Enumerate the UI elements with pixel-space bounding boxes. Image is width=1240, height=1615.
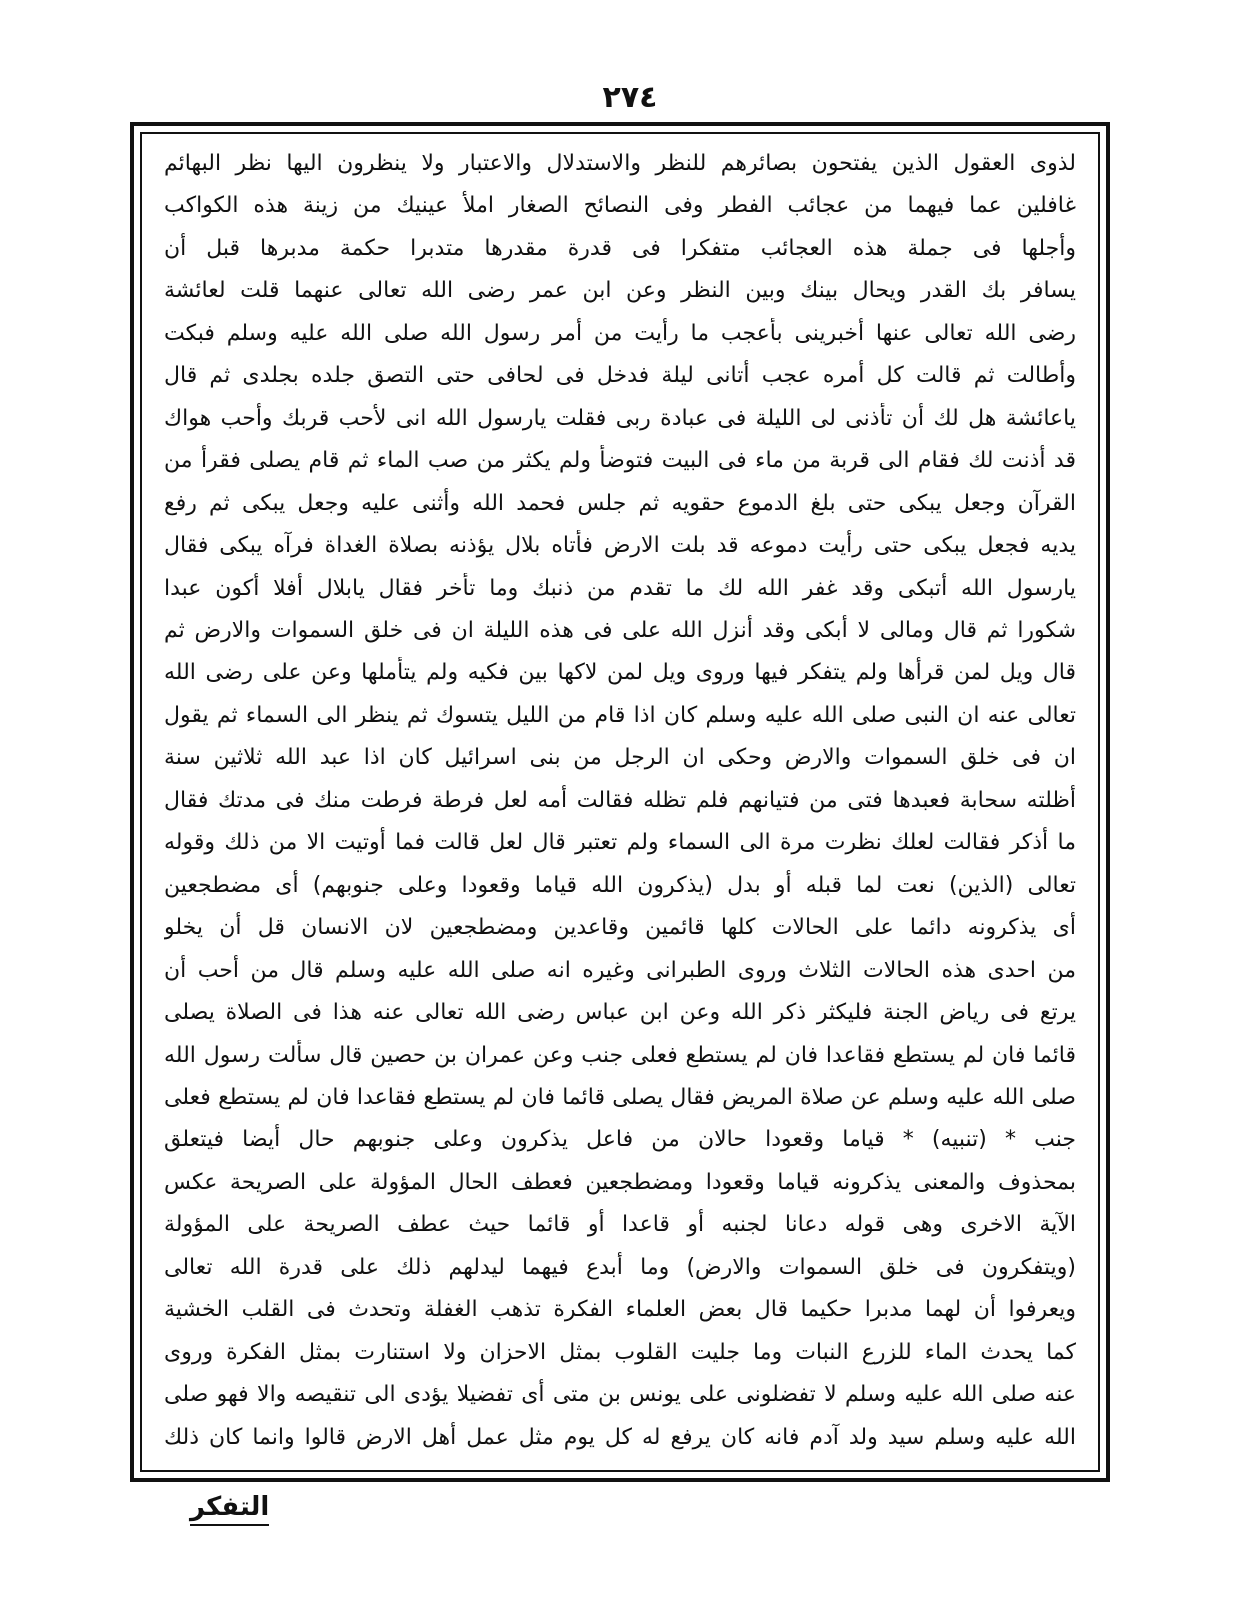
text-line: غافلين عما فيهما من عجائب الفطر وفى النصائح الصغار املأ عينيك من زينة هذه الكواكب: [164, 193, 1076, 219]
catchword: التفكر: [190, 1492, 269, 1526]
text-line: شكورا ثم قال ومالى لا أبكى وقد أنزل الله على فى هذه الليلة ان فى خلق السموات والارض ثم: [164, 617, 1076, 643]
text-line: قال ويل لمن قرأها ولم يتفكر فيها وروى ويل لمن لاكها بين فكيه ولم يتأملها وعن على رضى الله: [164, 660, 1076, 686]
text-line: تعالى (الذين) نعت لما قبله أو بدل (يذكرون الله قياما وقعودا وعلى جنوبهم) أى مضطجعين: [164, 872, 1076, 898]
page-number: ٢٧٤: [602, 80, 658, 115]
text-line: تعالى عنه ان النبى صلى الله عليه وسلم كان اذا قام من الليل يتسوك ثم ينظر الى السماء ثم يقول: [164, 702, 1076, 728]
text-line: يديه فجعل يبكى حتى رأيت دموعه قد بلت الارض فأتاه بلال يؤذنه بصلاة الغداة فرآه يبكى فقال: [164, 533, 1076, 559]
text-line: ما أذكر فقالت لعلك نظرت مرة الى السماء ولم تعتبر قال لعل قالت فما أوتيت الا من ذلك وقوله: [164, 830, 1076, 856]
main-text-block: [164, 148, 1076, 1456]
text-line: يسافر بك القدر ويحال بينك وبين النظر وعن ابن عمر رضى الله تعالى عنهما قلت لعائشة: [164, 278, 1076, 304]
text-line: قائما فان لم يستطع فقاعدا فان لم يستطع فعلى جنب وعن عمران بن حصين قال سألت رسول الله: [164, 1042, 1076, 1068]
text-line: القرآن وجعل يبكى حتى بلغ الدموع حقويه ثم جلس فحمد الله وأثنى عليه وجعل يبكى ثم رفع: [164, 490, 1076, 516]
text-line: عنه صلى الله عليه وسلم لا تفضلونى على يونس بن متى أى تفضيلا يؤدى الى تنقيصه والا فهو صلى: [164, 1382, 1076, 1408]
text-line: أى يذكرونه دائما على الحالات كلها قائمين وقاعدين ومضطجعين لان الانسان قل أن يخلو: [164, 915, 1076, 941]
text-line: قد أذنت لك فقام الى قربة من ماء فى البيت فتوضأ ولم يكثر من صب الماء ثم قام يصلى فقرأ من: [164, 448, 1076, 474]
text-line: جنب * (تنبيه) * قياما وقعودا حالان من فاعل يذكرون وعلى جنوبهم حال أيضا فيتعلق: [164, 1127, 1076, 1153]
text-line: ان فى خلق السموات والارض وحكى ان الرجل من بنى اسرائيل كان اذا عبد الله ثلاثين سنة: [164, 745, 1076, 771]
text-line: رضى الله تعالى عنها أخبرينى بأعجب ما رأيت من أمر رسول الله صلى الله عليه وسلم فبكت: [164, 320, 1076, 346]
text-frame-inner-border: [140, 132, 1100, 1472]
text-line: من احدى هذه الحالات الثلاث وروى الطبرانى وغيره انه صلى الله عليه وسلم قال من أحب أن: [164, 957, 1076, 983]
text-line: كما يحدث الماء للزرع النبات وما جليت القلوب بمثل الاحزان ولا استنارت بمثل الفكرة وروى: [164, 1339, 1076, 1365]
text-frame: [130, 122, 1110, 1482]
text-line: صلى الله عليه وسلم عن صلاة المريض فقال يصلى قائما فان لم يستطع فقاعدا فان لم يستطع فعلى: [164, 1084, 1076, 1110]
text-line: (ويتفكرون فى خلق السموات والارض) وما أبدع فيهما ليدلهم ذلك على قدرة الله تعالى: [164, 1254, 1076, 1280]
text-line: ياعائشة هل لك أن تأذنى لى الليلة فى عبادة ربى فقلت يارسول الله انى لأحب قربك وأحب هواك: [164, 405, 1076, 431]
text-line: لذوى العقول الذين يفتحون بصائرهم للنظر والاستدلال والاعتبار ولا ينظرون اليها نظر البهائم: [164, 151, 1076, 176]
text-line: يرتع فى رياض الجنة فليكثر ذكر الله وعن ابن عباس رضى الله تعالى عنه هذا فى الصلاة يصلى: [164, 1000, 1076, 1026]
text-line: بمحذوف والمعنى يذكرونه قياما وقعودا ومضطجعين فعطف الحال المؤولة على الصريحة عكس: [164, 1169, 1076, 1195]
text-line: أظلته سحابة فعبدها فتى من فتيانهم فلم تظله فقالت أمه لعل فرطة فرطت منك فى مدتك فقال: [164, 787, 1076, 813]
text-line: وأطالت ثم قالت كل أمره عجب أتانى ليلة فدخل فى لحافى حتى التصق جلده بجلدى ثم قال: [164, 363, 1076, 389]
text-line: وأجلها فى جملة هذه العجائب متفكرا فى قدرة مقدرها متدبرا حكمة مدبرها قبل أن: [164, 235, 1076, 261]
text-line: يارسول الله أتبكى وقد غفر الله لك ما تقدم من ذنبك وما تأخر فقال يابلال أفلا أكون عبدا: [164, 575, 1076, 601]
text-line: الآية الاخرى وهى قوله دعانا لجنبه أو قاعدا أو قائما حيث عطف الصريحة على المؤولة: [164, 1212, 1076, 1238]
text-line: ويعرفوا أن لهما مدبرا حكيما قال بعض العلماء الفكرة تذهب الغفلة وتحدث فى القلب الخشية: [164, 1297, 1076, 1323]
text-line: الله عليه وسلم سيد ولد آدم فانه كان يرفع له كل يوم مثل عمل أهل الارض قالوا وانما كان ذلك: [164, 1424, 1076, 1450]
